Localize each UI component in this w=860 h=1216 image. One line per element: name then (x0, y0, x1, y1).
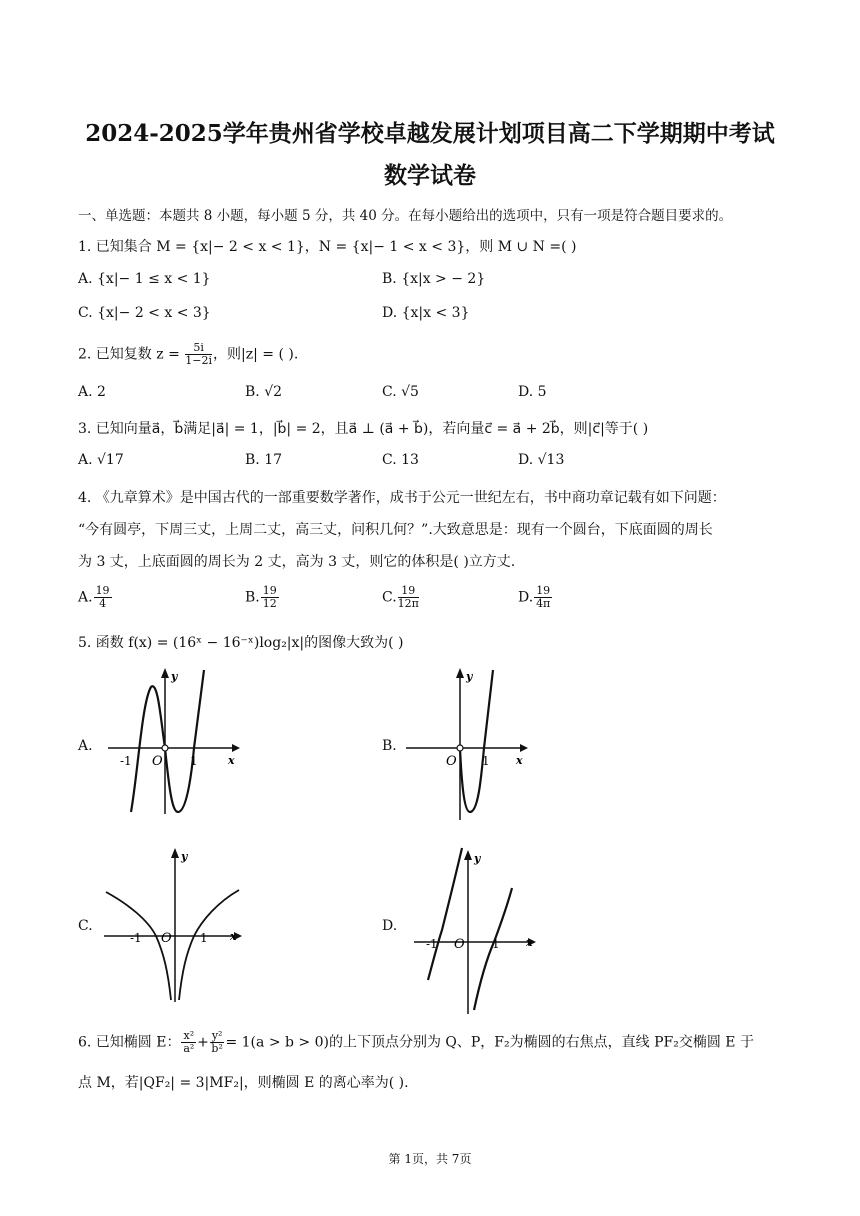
graph-c-y-label: y (181, 850, 188, 863)
graph-b (398, 662, 538, 827)
graph-b-x-arrow (520, 744, 528, 752)
q4-option-a (78, 585, 113, 610)
q4-option-c (382, 585, 420, 610)
graph-a-x-label: x (228, 754, 235, 767)
q6-frac-x-den: a² (183, 1042, 195, 1055)
q4-b-den: 12 (262, 597, 277, 610)
graph-c (98, 842, 248, 1007)
q2-frac-num: 5i (185, 342, 212, 355)
q4-a-fraction (94, 585, 112, 610)
q4-c-den: 12π (397, 597, 419, 610)
graph-a-y-label: y (171, 670, 178, 683)
q4-d-label: D. (518, 589, 534, 606)
exam-subtitle: 数学试卷 (384, 162, 476, 189)
q5-label-a: A. (78, 738, 93, 754)
graph-c-one: 1 (200, 931, 208, 945)
graph-a-neg-one: -1 (120, 754, 132, 768)
q4-d-fraction (534, 585, 552, 610)
q6-frac-y-den: b² (211, 1042, 223, 1055)
q3-option-b: B. 17 (245, 452, 283, 468)
graph-b-y-label: y (466, 670, 473, 683)
graph-c-left-curve (106, 892, 171, 1000)
graph-d-origin-label: O (454, 937, 465, 952)
q5-label-c: C. (78, 918, 93, 934)
q6-frac-x-num: x² (183, 1029, 195, 1042)
graph-b-x-label: x (516, 754, 523, 767)
graph-a (98, 662, 248, 822)
graph-a-origin-label: O (152, 754, 163, 769)
graph-b-one: 1 (482, 754, 490, 768)
q4-c-label: C. (382, 589, 397, 606)
page-footer: 第 1页，共 7页 (388, 1152, 472, 1166)
q4-a-num: 19 (95, 584, 110, 597)
q2-option-c: C. √5 (382, 384, 419, 400)
q6-frac-y (210, 1030, 225, 1055)
q2-option-b: B. √2 (245, 384, 283, 400)
q6-frac-x (181, 1030, 196, 1055)
q5-stem: 5. 函数 f(x) = (16ˣ − 16⁻ˣ)log₂|x|的图像大致为( ) (78, 635, 404, 651)
q4-a-den: 4 (99, 597, 107, 610)
graph-a-origin-dot (162, 745, 168, 751)
q2-fraction (185, 342, 212, 367)
graph-d-neg-one: -1 (426, 937, 438, 951)
graph-c-origin-label: O (161, 931, 172, 946)
q4-b-num: 19 (262, 584, 277, 597)
q1-option-c: C. {x|− 2 < x < 3} (78, 305, 211, 321)
q3-option-a: A. √17 (78, 452, 124, 468)
q4-b-label: B. (245, 589, 260, 606)
q2-option-a: A. 2 (78, 384, 106, 400)
section-heading: 一、单选题：本题共 8 小题，每小题 5 分，共 40 分。在每小题给出的选项中，只有一项是符合题目要求的。 (78, 208, 733, 224)
q3-option-d: D. √13 (518, 452, 565, 468)
q6-plus: + (197, 1034, 209, 1051)
q2-option-d: D. 5 (518, 384, 547, 400)
graph-a-curve (131, 670, 204, 812)
graph-c-neg-one: -1 (130, 931, 142, 945)
q4-option-d (518, 585, 553, 610)
graph-b-origin-dot (457, 745, 463, 751)
q6-frac-y-num: y² (211, 1029, 223, 1042)
graph-c-x-label: x (230, 930, 237, 943)
graph-c-y-arrow (171, 848, 179, 858)
q6-line1 (78, 1030, 754, 1055)
q4-d-num: 19 (536, 584, 551, 597)
exam-title: 2024-2025学年贵州省学校卓越发展计划项目高二下学期期中考试 (85, 120, 775, 147)
graph-d-x-label: x (526, 936, 533, 949)
graph-a-x-arrow (232, 744, 240, 752)
q5-label-d: D. (382, 918, 398, 934)
graph-d-left-curve (428, 848, 462, 980)
q4-option-b (245, 585, 280, 610)
graph-a-one: 1 (190, 754, 198, 768)
q1-stem: 1. 已知集合 M = {x|− 2 < x < 1}，N = {x|− 1 < x < 3}，则 M ∪ N =( ) (78, 239, 577, 255)
q2-stem-post: ，则|z| = ( ). (213, 346, 299, 363)
q4-line2: “今有圆亭，下周三丈，上周二丈，高三丈，问积几何？”.大致意思是：现有一个圆台，下底面圆的周长 (78, 522, 713, 538)
q2-stem-pre: 2. 已知复数 z = (78, 346, 185, 363)
q3-stem: 3. 已知向量a⃗，b⃗满足|a⃗| = 1，|b⃗| = 2，且a⃗ ⊥ (a⃗ + b⃗)，若向量c⃗ = a⃗ + 2b⃗，则|c⃗|等于( ) (78, 421, 649, 437)
q2-stem (78, 342, 298, 367)
q3-option-c: C. 13 (382, 452, 419, 468)
q2-frac-den: 1−2i (185, 354, 212, 367)
q1-option-b: B. {x|x > − 2} (382, 271, 486, 287)
q6-line1-pre: 6. 已知椭圆 E： (78, 1034, 181, 1051)
q4-b-fraction (261, 585, 279, 610)
graph-d-y-label: y (474, 852, 481, 865)
q4-c-fraction (398, 585, 419, 610)
q6-line2: 点 M，若|QF₂| = 3|MF₂|，则椭圆 E 的离心率为( ). (78, 1075, 409, 1091)
graph-b-curve (460, 670, 493, 812)
q1-option-a: A. {x|− 1 ≤ x < 1} (78, 271, 211, 287)
q6-line1-post: = 1(a > b > 0)的上下顶点分别为 Q、P，F₂为椭圆的右焦点，直线 PF₂交椭圆 E 于 (225, 1034, 754, 1051)
q1-option-d: D. {x|x < 3} (382, 305, 470, 321)
graph-c-right-curve (179, 890, 239, 1000)
q4-a-label: A. (78, 589, 93, 606)
graph-b-y-arrow (456, 668, 464, 678)
graph-d-y-arrow (464, 850, 472, 860)
graph-d-one: 1 (492, 937, 500, 951)
q4-line1: 4. 《九章算术》是中国古代的一部重要数学著作，成书于公元一世纪左右，书中商功章记载有如下问题： (78, 490, 726, 506)
q4-c-num: 19 (398, 585, 419, 598)
graph-a-y-arrow (161, 668, 169, 678)
q5-label-b: B. (382, 738, 397, 754)
graph-d (410, 842, 550, 1017)
q4-line3: 为 3 丈，上底面圆的周长为 2 丈，高为 3 丈，则它的体积是( )立方丈. (78, 554, 516, 570)
graph-b-origin-label: O (446, 754, 457, 769)
q4-d-den: 4π (536, 597, 551, 610)
